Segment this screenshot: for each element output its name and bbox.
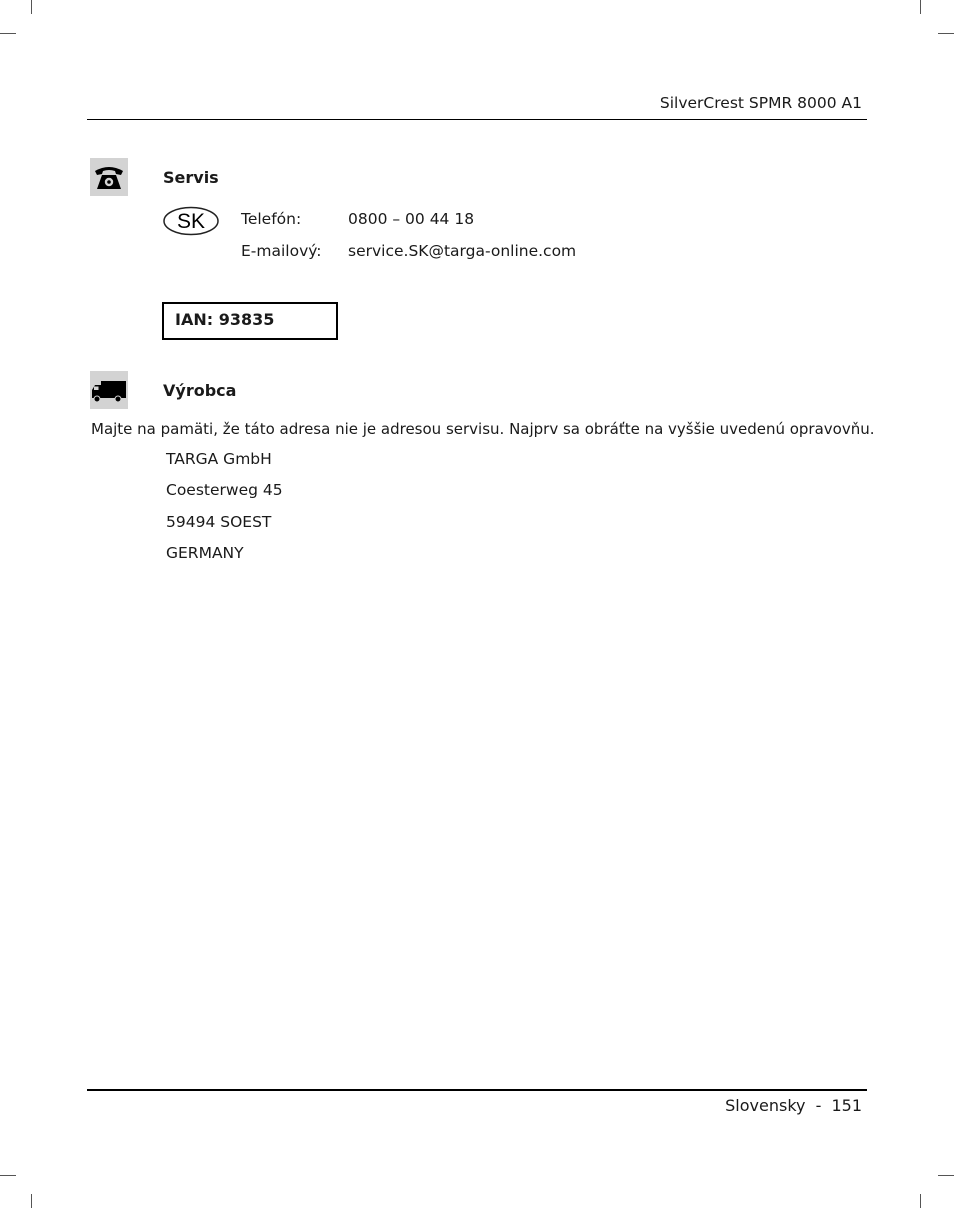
footer-separator: - [815,1096,822,1115]
ian-box [162,302,338,340]
phone-label: Telefón: [241,210,302,228]
truck-icon [90,371,128,409]
ian-number: IAN: 93835 [175,310,275,329]
page-number: 151 [831,1096,862,1115]
crop-mark [0,1175,16,1176]
telephone-icon [90,158,128,196]
page-header-title: SilverCrest SPMR 8000 A1 [659,94,862,112]
crop-mark [920,1194,921,1208]
address-line: Coesterweg 45 [166,481,283,499]
footer-rule [87,1089,867,1091]
crop-mark [920,0,921,14]
crop-mark [31,1194,32,1208]
manufacturer-note: Majte na pamäti, že táto adresa nie je adresou servisu. Najprv sa obráťte na vyššie uvedenú opravovňu. [91,420,875,438]
crop-mark [938,33,954,34]
email-label: E-mailový: [241,242,322,260]
email-value: service.SK@targa-online.com [348,242,577,260]
phone-value: 0800 – 00 44 18 [348,210,475,228]
country-badge-label: SK [176,210,206,233]
manufacturer-heading: Výrobca [163,381,237,400]
page-footer [725,1096,862,1115]
address-line: TARGA GmbH [166,450,272,468]
footer-language: Slovensky [725,1096,806,1115]
address-line: 59494 SOEST [166,513,272,531]
crop-mark [938,1175,954,1176]
header-rule [87,119,867,120]
address-line: GERMANY [166,544,244,562]
country-badge-sk [163,206,219,240]
crop-mark [0,33,16,34]
service-heading: Servis [163,168,219,187]
crop-mark [31,0,32,14]
